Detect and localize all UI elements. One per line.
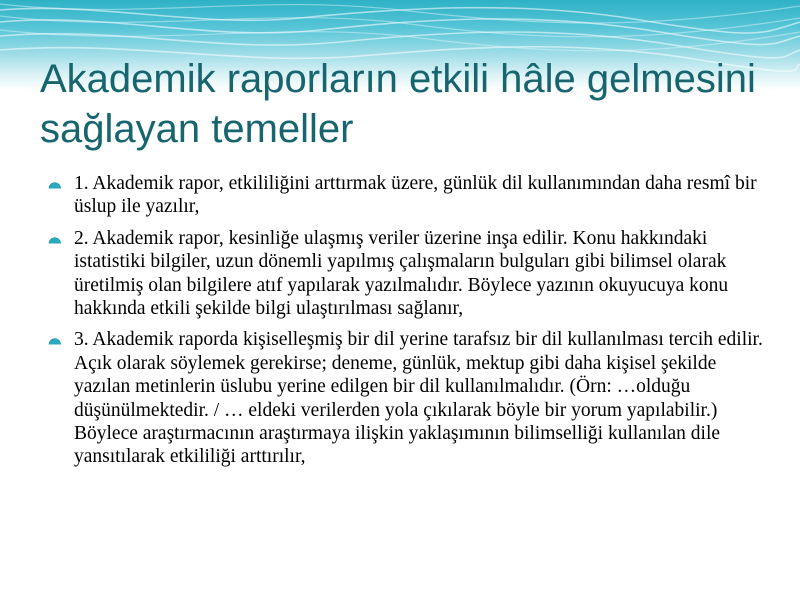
- bullet-text: 2. Akademik rapor, kesinliğe ulaşmış veriler üzerine inşa edilir. Konu hakkındaki istatistiki bilgiler, uzun dönemli yapılmış çalışmaların bulguları gibi bilimsel olarak üretilmiş olan bilgilere atıf yapılarak yazılmalıdır. Böylece yazının okuyucuya konu hakkında etkili şekilde bilgi ulaştırılması sağlanır,: [74, 227, 729, 320]
- half-disc-bullet-icon: [48, 179, 61, 189]
- bullet-text: 1. Akademik rapor, etkililiğini arttırmak üzere, günlük dil kullanımından daha resmî bir üslup ile yazılır,: [74, 173, 757, 218]
- half-disc-bullet-icon: [48, 234, 61, 244]
- list-item: [48, 328, 768, 468]
- list-item: [48, 172, 768, 219]
- bullet-list: [48, 172, 768, 477]
- list-item: [48, 227, 768, 321]
- slide-title: Akademik raporların etkili hâle gelmesini sağlayan temeller: [40, 57, 756, 151]
- bullet-text: 3. Akademik raporda kişiselleşmiş bir dil yerine tarafsız bir dil kullanılması tercih edilir. Açık olarak söylemek gerekirse; deneme, günlük, mektup gibi daha kişisel şekilde yazılan metinlerin üslubu yerine edilgen bir dil kullanılmalıdır. (Örn: …olduğu düşünülmektedir. / … eldeki verilerden yola çıkılarak böyle bir yorum yapılabilir.) Böylece araştırmacının araştırmaya ilişkin yaklaşımının bilimselliği kullanılan dile yansıtılarak etkililiği arttırılır,: [74, 329, 763, 468]
- half-disc-bullet-icon: [48, 335, 61, 345]
